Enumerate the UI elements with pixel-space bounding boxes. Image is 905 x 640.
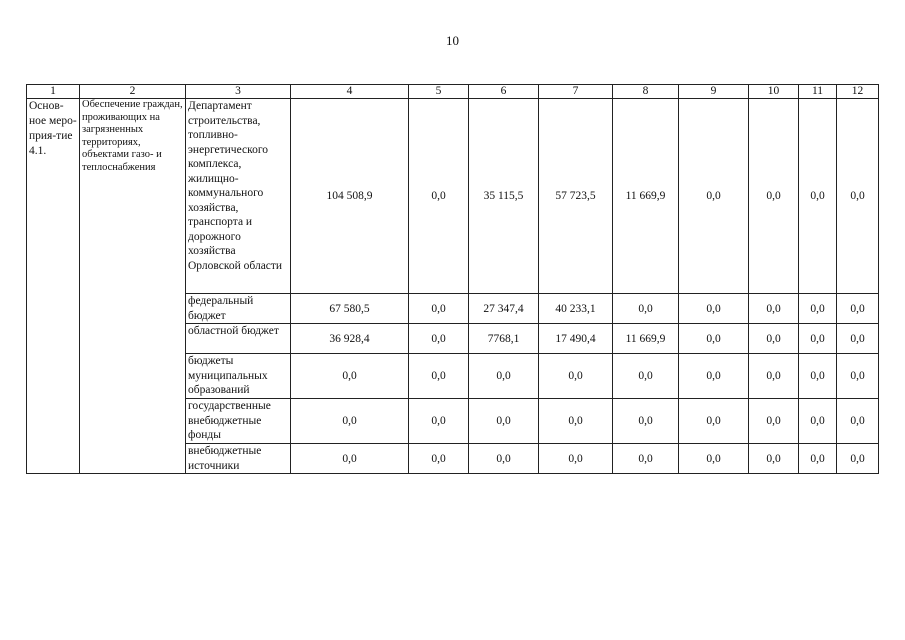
- value-cell: 0,0: [539, 399, 613, 444]
- header-cell: 9: [679, 85, 749, 99]
- value-cell: 67 580,5: [291, 294, 409, 324]
- value-cell: 104 508,9: [291, 99, 409, 294]
- value-cell: 17 490,4: [539, 324, 613, 354]
- value-cell: 11 669,9: [613, 324, 679, 354]
- measure-description: Обеспечение граждан, проживающих на загрязненных территориях, объектами газо- и теплоснабжения: [80, 99, 186, 474]
- header-cell: 3: [186, 85, 291, 99]
- value-cell: 0,0: [837, 354, 879, 399]
- value-cell: 0,0: [679, 294, 749, 324]
- header-row: [27, 85, 879, 99]
- funding-source: государственные внебюджетные фонды: [186, 399, 291, 444]
- header-cell: 4: [291, 85, 409, 99]
- value-cell: 0,0: [837, 324, 879, 354]
- value-cell: 0,0: [409, 294, 469, 324]
- value-cell: 0,0: [799, 354, 837, 399]
- value-cell: 0,0: [409, 444, 469, 474]
- value-cell: 0,0: [799, 324, 837, 354]
- header-cell: 7: [539, 85, 613, 99]
- funding-source: Департамент строительства, топливно-энергетического комплекса, жилищно-коммунального хозяйства, транспорта и дорожного хозяйства Орловской области: [186, 99, 291, 294]
- value-cell: 7768,1: [469, 324, 539, 354]
- funding-source: федеральный бюджет: [186, 294, 291, 324]
- value-cell: 11 669,9: [613, 99, 679, 294]
- value-cell: 0,0: [539, 444, 613, 474]
- value-cell: 0,0: [799, 444, 837, 474]
- value-cell: 0,0: [749, 294, 799, 324]
- value-cell: 0,0: [749, 399, 799, 444]
- header-cell: 8: [613, 85, 679, 99]
- value-cell: 0,0: [613, 294, 679, 324]
- value-cell: 35 115,5: [469, 99, 539, 294]
- value-cell: 0,0: [291, 399, 409, 444]
- value-cell: 0,0: [679, 354, 749, 399]
- page-number: 10: [446, 33, 459, 48]
- measure-name: Основ-ное меро-прия-тие 4.1.: [27, 99, 80, 474]
- table-row: [27, 99, 879, 294]
- value-cell: 0,0: [679, 444, 749, 474]
- value-cell: 0,0: [837, 399, 879, 444]
- value-cell: 0,0: [409, 354, 469, 399]
- value-cell: 0,0: [613, 354, 679, 399]
- value-cell: 0,0: [539, 354, 613, 399]
- value-cell: 0,0: [749, 324, 799, 354]
- value-cell: 27 347,4: [469, 294, 539, 324]
- value-cell: 0,0: [409, 399, 469, 444]
- value-cell: 0,0: [469, 354, 539, 399]
- value-cell: 0,0: [749, 354, 799, 399]
- header-cell: 6: [469, 85, 539, 99]
- funding-source: областной бюджет: [186, 324, 291, 354]
- budget-table: [26, 84, 879, 474]
- value-cell: 0,0: [837, 294, 879, 324]
- value-cell: 0,0: [469, 399, 539, 444]
- value-cell: 0,0: [613, 444, 679, 474]
- value-cell: 0,0: [613, 399, 679, 444]
- value-cell: 0,0: [837, 99, 879, 294]
- header-cell: 11: [799, 85, 837, 99]
- value-cell: 0,0: [291, 444, 409, 474]
- value-cell: 36 928,4: [291, 324, 409, 354]
- header-cell: 1: [27, 85, 80, 99]
- value-cell: 0,0: [799, 399, 837, 444]
- funding-source: внебюджетные источники: [186, 444, 291, 474]
- value-cell: 0,0: [679, 324, 749, 354]
- value-cell: 0,0: [409, 324, 469, 354]
- funding-source: бюджеты муниципальных образований: [186, 354, 291, 399]
- value-cell: 0,0: [679, 99, 749, 294]
- header-cell: 5: [409, 85, 469, 99]
- value-cell: 0,0: [469, 444, 539, 474]
- value-cell: 0,0: [749, 444, 799, 474]
- value-cell: 0,0: [679, 399, 749, 444]
- value-cell: 0,0: [291, 354, 409, 399]
- value-cell: 57 723,5: [539, 99, 613, 294]
- header-cell: 12: [837, 85, 879, 99]
- value-cell: 0,0: [799, 99, 837, 294]
- value-cell: 0,0: [837, 444, 879, 474]
- value-cell: 0,0: [409, 99, 469, 294]
- header-cell: 2: [80, 85, 186, 99]
- value-cell: 0,0: [749, 99, 799, 294]
- header-cell: 10: [749, 85, 799, 99]
- value-cell: 0,0: [799, 294, 837, 324]
- value-cell: 40 233,1: [539, 294, 613, 324]
